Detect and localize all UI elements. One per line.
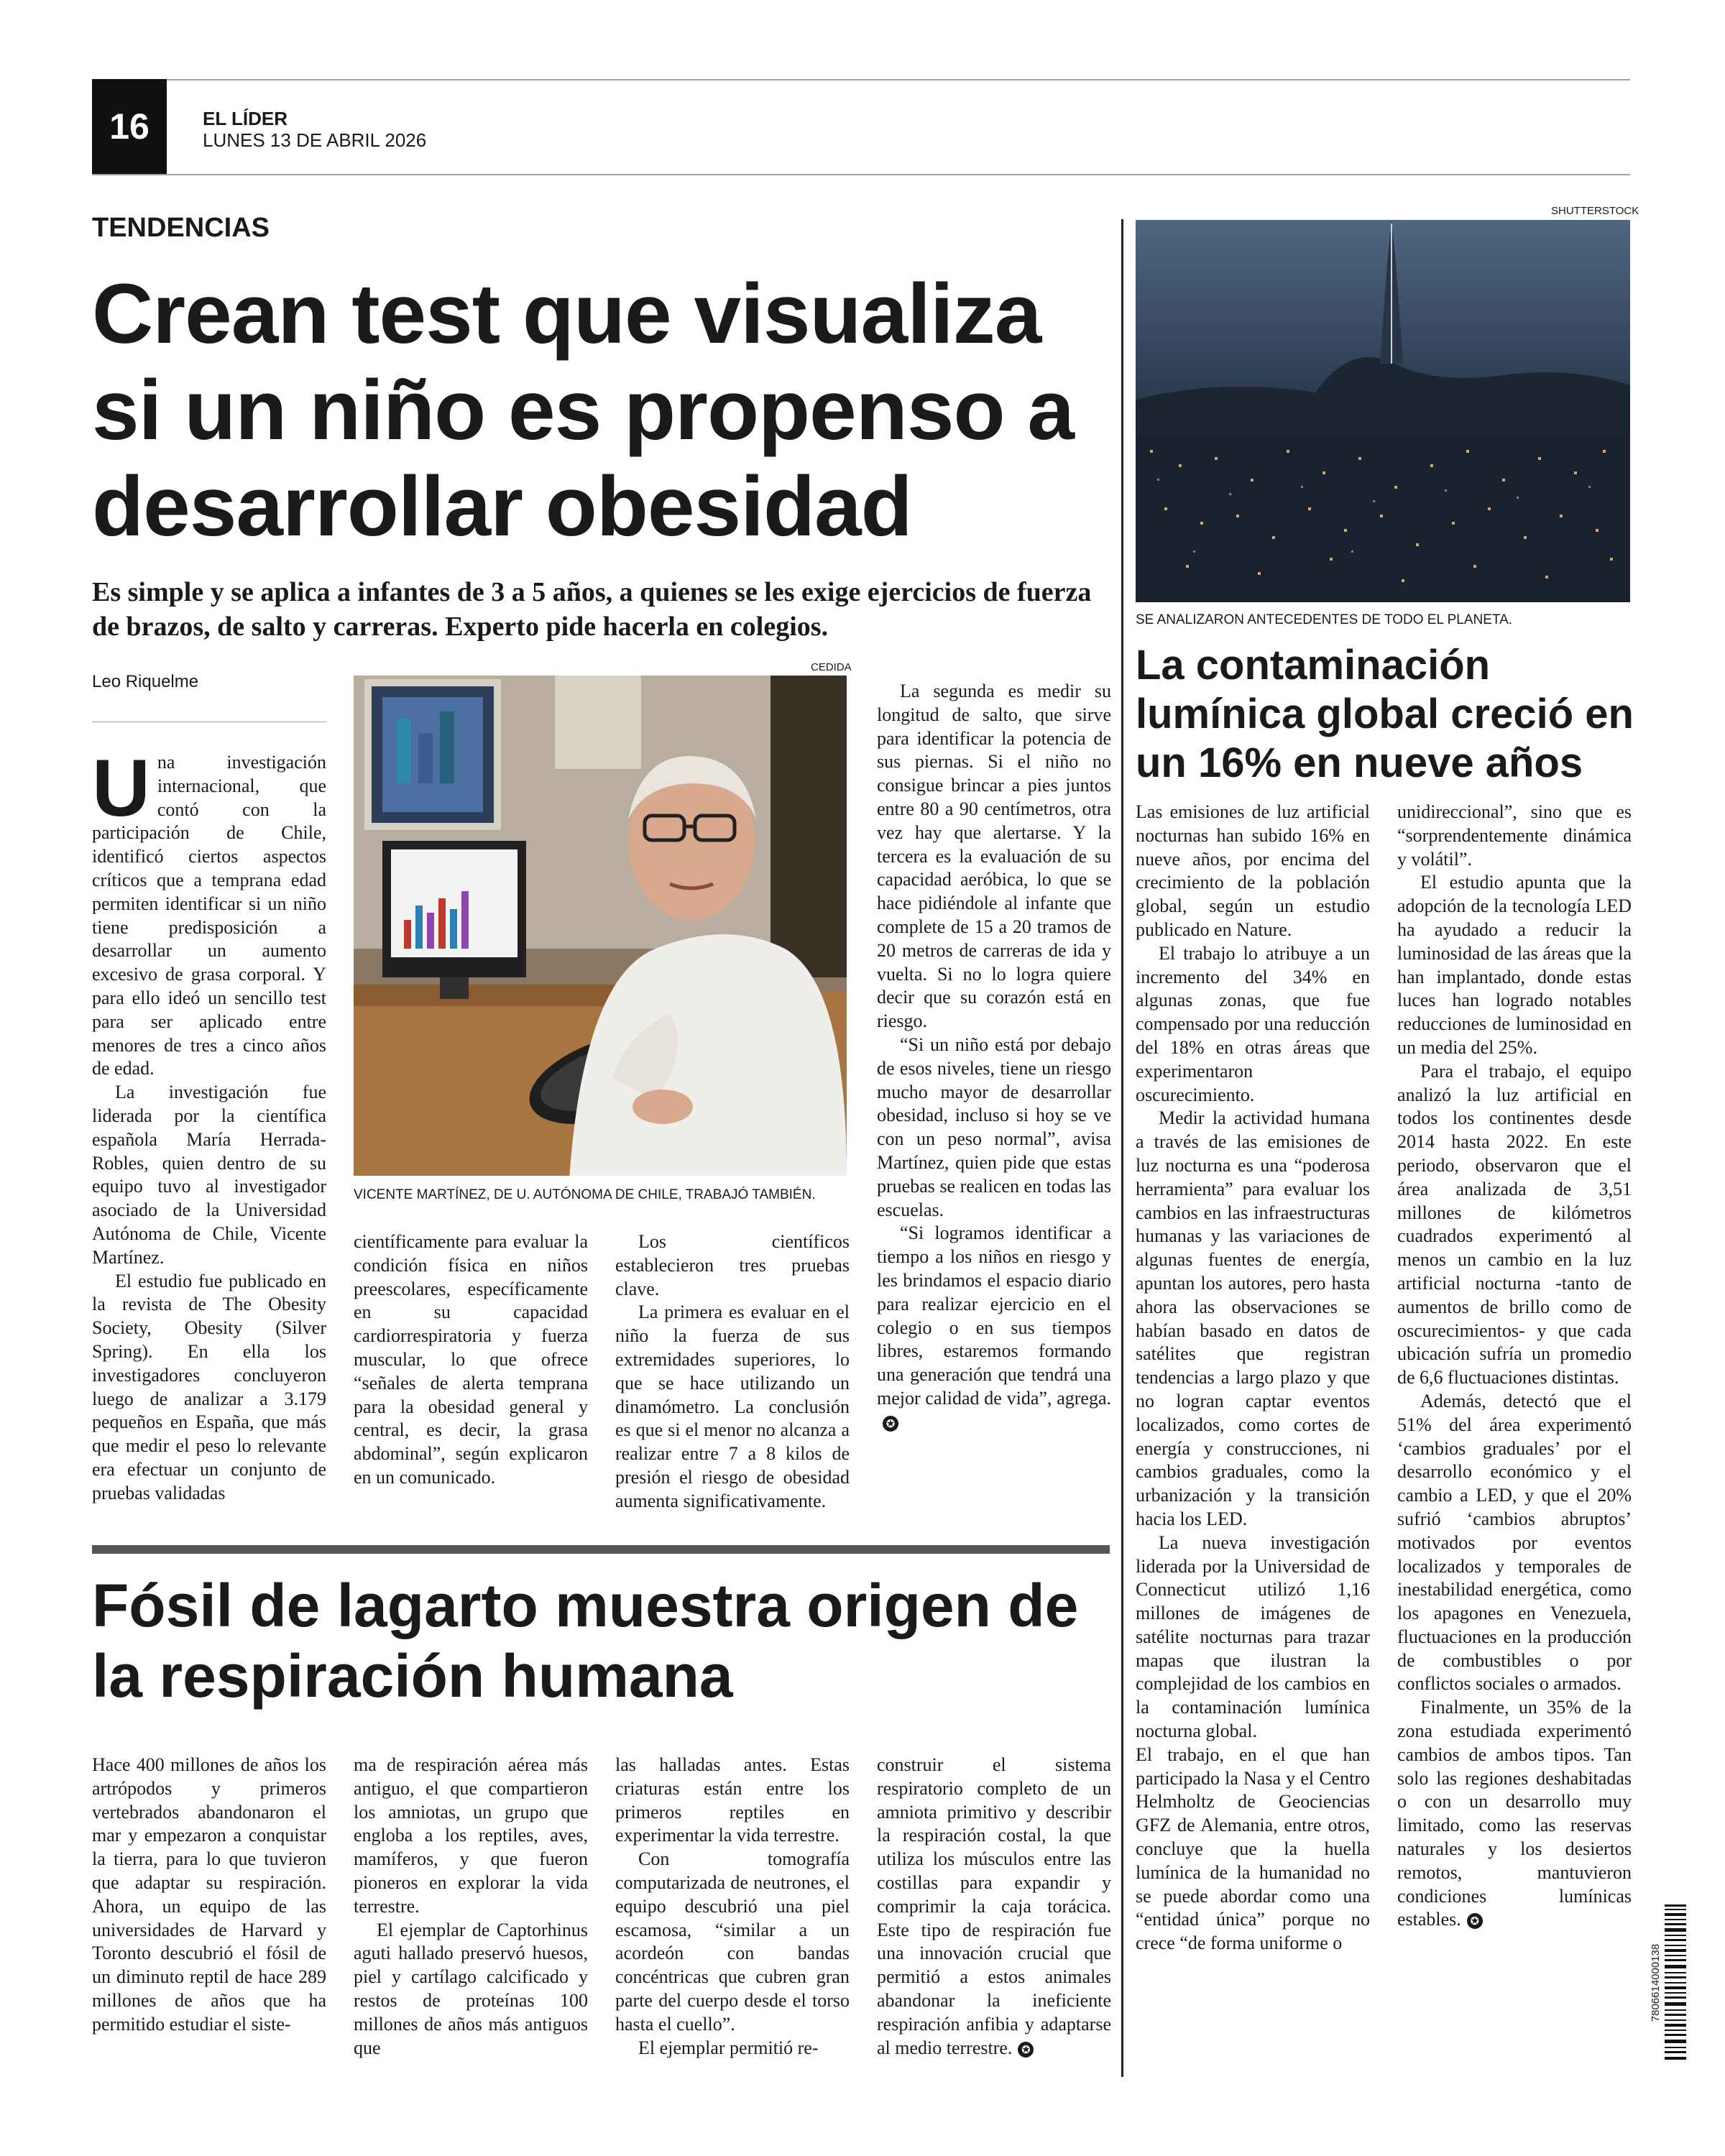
story2-paragraph: Con tomografía computarizada de neutrones, el equipo descubrió una piel escamosa, “similar a un acordeón con bandas concéntricas que cubren gran parte del cuerpo desde el torso hasta el cuello”. (615, 1848, 850, 2035)
column-divider (1121, 219, 1123, 2077)
story1-paragraph: na investigación internacional, que contó con la participación de Chile, identificó ciertos aspectos críticos que a temprana edad permiten identificar si un niño tiene predisposición a desarrollar un aumento excesivo de grasa corporal. Y para ello ideó un sencillo test para ser aplicado entre menores de tres a cinco años de edad. (92, 752, 326, 1079)
story1-paragraph: “Si un niño está por debajo de esos niveles, tiene un riesgo mucho mayor de desarrollar obesidad, incluso si hoy se ve con un peso normal”, avisa Martínez, quien pide que estas pruebas se realicen en todas las escuelas. (877, 1033, 1111, 1220)
story2-column-4 (877, 1754, 1111, 2060)
page-number: 16 (92, 79, 167, 174)
story3-paragraph: Finalmente, un 35% de la zona estudiada experimentó cambios de ambos tipos. Tan solo las regiones deshabitadas o con un desarrollo muy limitado, como las reservas naturales y los desiertos remotos, mantuvieron condiciones lumínicas estables. (1397, 1697, 1632, 1930)
story3-paragraph: El trabajo lo atribuye a un incremento del 34% en algunas zonas, que fue compensado por una reducción del 18% en otras áreas que experimentaron oscurecimiento. (1136, 942, 1370, 1105)
story3-paragraph: Las emisiones de luz artificial nocturnas han subido 16% en nueve años, por encima del crecimiento de la población global, según un estudio publicado en Nature. (1136, 801, 1370, 940)
story2-column-1 (92, 1754, 326, 2037)
story3-paragraph: Además, detectó que el 51% del área experimentó ‘cambios graduales’ por el desarrollo económico y el cambio a LED, y que el 20% sufrió ‘cambios abruptos’ motivados por eventos localizados y temporales de inestabilidad energética, como los apagones en Venezuela, fluctuaciones en la producción de combustibles o por conflictos sociales o armados. (1397, 1390, 1632, 1695)
story1-photo-credit: CEDIDA (811, 661, 852, 673)
top-rule (92, 79, 1630, 80)
story1-lead: Es simple y se aplica a infantes de 3 a 5 años, a quienes se les exige ejercicios de fuerza de brazos, de salto y carreras. Experto pide hacerla en colegios. (92, 577, 1092, 642)
story1-column-4 (877, 680, 1111, 1434)
story3-paragraph: Para el trabajo, el equipo analizó la luz artificial en todos los continentes desde 2014 hasta 2022. En este periodo, observaron que el área analizada de 3,51 millones de kilómetros cuadrados experimentó al menos un cambio en la luz artificial nocturna -tanto de aumentos de brillo como de oscurecimientos- y que cada ubicación sufría un promedio de 6,6 fluctuaciones distintas. (1397, 1060, 1632, 1388)
story1-paragraph: “Si logramos identificar a tiempo a los niños en riesgo y les brindamos el espacio diario para realizar ejercicio en el colegio o en sus tiempos libres, estaremos formando una generación que tendrá una mejor calidad de vida”, agrega. (877, 1222, 1111, 1409)
story3-paragraph: El estudio apunta que la adopción de la tecnología LED ha ayudado a reducir la luminosidad de las áreas que la han implantado, donde estas luces han logrado notables reducciones de luminosidad en un media del 25%. (1397, 872, 1632, 1058)
story1-column-3 (615, 1230, 850, 1514)
story3-paragraph: La nueva investigación liderada por la Universidad de Connecticut utilizó 1,16 millones de imágenes de satélite nocturnas para trazar mapas que ilustran la complejidad de los cambios en la contaminación lumínica nocturna global. (1136, 1531, 1370, 1742)
story2-paragraph: El ejemplar de Captorhinus aguti hallado preservó huesos, piel y cartílago calcificado y restos de proteínas 100 millones de años más antiguos que (354, 1919, 588, 2058)
header-rule (92, 174, 1630, 175)
section-label: TENDENCIAS (92, 213, 270, 243)
story1-column-1 (92, 743, 326, 1506)
story1-photo-caption: VICENTE MARTÍNEZ, DE U. AUTÓNOMA DE CHILE, TRABAJÓ TAMBIÉN. (354, 1187, 816, 1202)
story-divider (92, 1545, 1110, 1554)
end-mark-icon: ✪ (1467, 1913, 1483, 1929)
story2-paragraph: construir el sistema respiratorio completo de un amniota primitivo y describir la respiración costal, la que utiliza los músculos entre las costillas para expandir y comprimir la caja torácica. Este tipo de respiración fue una innovación crucial que permitió a estos animales abandonar la ineficiente respiración anfibia y adaptarse al medio terrestre. (877, 1754, 1111, 2058)
story1-paragraph: Los científicos establecieron tres pruebas clave. (615, 1231, 850, 1299)
end-mark-icon: ✪ (1018, 2042, 1034, 2058)
story1-paragraph: La segunda es medir su longitud de salto, que sirve para identificar la potencia de sus piernas. Si el niño no consigue brincar a pies juntos entre 80 a 90 centímetros, otra vez hay que alertarse. Y la tercera es la evaluación de su capacidad aeróbica, lo que se hace pidiéndole al infante que complete de 15 a 20 tramos de 20 metros de carreras de ida y vuelta. Si no lo logra quiere decir que su corazón está en riesgo. (877, 681, 1111, 1032)
publication-date: LUNES 13 DE ABRIL 2026 (203, 129, 427, 151)
story3-paragraph: El trabajo, en el que han participado la Nasa y el Centro Helmholtz de Geociencias GFZ de Alemania, entre otros, concluye que la huella lumínica de la humanidad no se puede abordar como una “entidad única” porque no crece “de forma uniforme o (1136, 1743, 1370, 1954)
man-at-computer-illustration (354, 676, 847, 1176)
story1-paragraph: El estudio fue publicado en la revista de The Obesity Society, Obesity (Silver Spring). En ella los investigadores concluyeron luego de analizar a 3.179 pequeños en España, que más que medir el peso lo relevante era efectuar un conjunto de pruebas validadas (92, 1270, 326, 1503)
story1-column-2 (354, 1230, 588, 1490)
story2-paragraph: las halladas antes. Estas criaturas están entre los primeros reptiles en experimentar la vida terrestre. (615, 1754, 850, 1846)
story2-headline: Fósil de lagarto muestra origen de la respiración humana (92, 1572, 1079, 1710)
story2-column-2 (354, 1754, 588, 2060)
story3-photo-credit: SHUTTERSTOCK (1551, 205, 1639, 217)
night-city-skyline-illustration (1136, 220, 1630, 602)
publication-name: EL LÍDER (203, 108, 288, 129)
story2-paragraph: Hace 400 millones de años los artrópodos y primeros vertebrados abandonaron el mar y empezaron a conquistar la tierra, para lo que tuvieron que adaptar su respiración. Ahora, un equipo de las universidades de Harvard y Toronto descubrió el fósil de un diminuto reptil de hace 289 millones de años que ha permitido estudiar el siste- (92, 1754, 326, 2035)
story2-paragraph: ma de respiración aérea más antiguo, el que compartieron los amniotas, un grupo que engloba a los reptiles, aves, mamíferos, y que fueron pioneros en explorar la vida terrestre. (354, 1754, 588, 1917)
barcode (1650, 1904, 1686, 2063)
story3-column-2 (1397, 801, 1632, 1932)
dropcap: U (92, 743, 150, 833)
story1-paragraph: La investigación fue liderada por la científica española María Herrada-Robles, quien dentro de su equipo tuvo al investigador asociado de la Universidad Autónoma de Chile, Vicente Martínez. (92, 1082, 326, 1268)
story3-paragraph: Medir la actividad humana a través de las emisiones de luz nocturna es una “poderosa herramienta” para evaluar los cambios en las infraestructuras humanas y las variaciones de algunas fuentes de energía, apuntan los autores, pero hasta ahora las observaciones se habían basado en datos de satélites que registran tendencias a largo plazo y que no logran captar eventos localizados, como cortes de energía y construcciones, ni cambios graduales, como la urbanización y la transición hacia los LED. (1136, 1107, 1370, 1529)
story1-byline: Leo Riquelme (92, 672, 199, 691)
story1-photo (354, 676, 847, 1176)
end-mark-icon: ✪ (883, 1416, 898, 1432)
story1-headline: Crean test que visualiza si un niño es propenso a desarrollar obesidad (92, 267, 1074, 554)
story3-headline: La contaminación lumínica global creció en un 16% en nueve años (1136, 642, 1634, 786)
story2-column-3 (615, 1754, 850, 2060)
story1-paragraph: científicamente para evaluar la condición física en niños preescolares, específicamente en su capacidad cardiorrespiratoria y fuerza muscular, lo que ofrece “señales de alerta temprana para la obesidad general y central, es decir, la grasa abdominal”, según explicaron en un comunicado. (354, 1231, 588, 1488)
story3-photo (1136, 220, 1630, 602)
story3-column-1 (1136, 801, 1370, 1955)
barcode-bars (1665, 1904, 1686, 2063)
story3-paragraph: unidireccional”, sino que es “sorprendentemente dinámica y volátil”. (1397, 801, 1632, 870)
barcode-number: 7806614000138 (1650, 1943, 1662, 2022)
story2-paragraph: El ejemplar permitió re- (638, 2037, 819, 2058)
story1-paragraph: La primera es evaluar en el niño la fuerza de sus extremidades superiores, lo que se hace utilizando un dinamómetro. La conclusión es que si el menor no alcanza a realizar entre 7 a 8 kilos de presión el riesgo de obesidad aumenta significativamente. (615, 1302, 850, 1511)
story3-photo-caption: SE ANALIZARON ANTECEDENTES DE TODO EL PLANETA. (1136, 612, 1513, 627)
